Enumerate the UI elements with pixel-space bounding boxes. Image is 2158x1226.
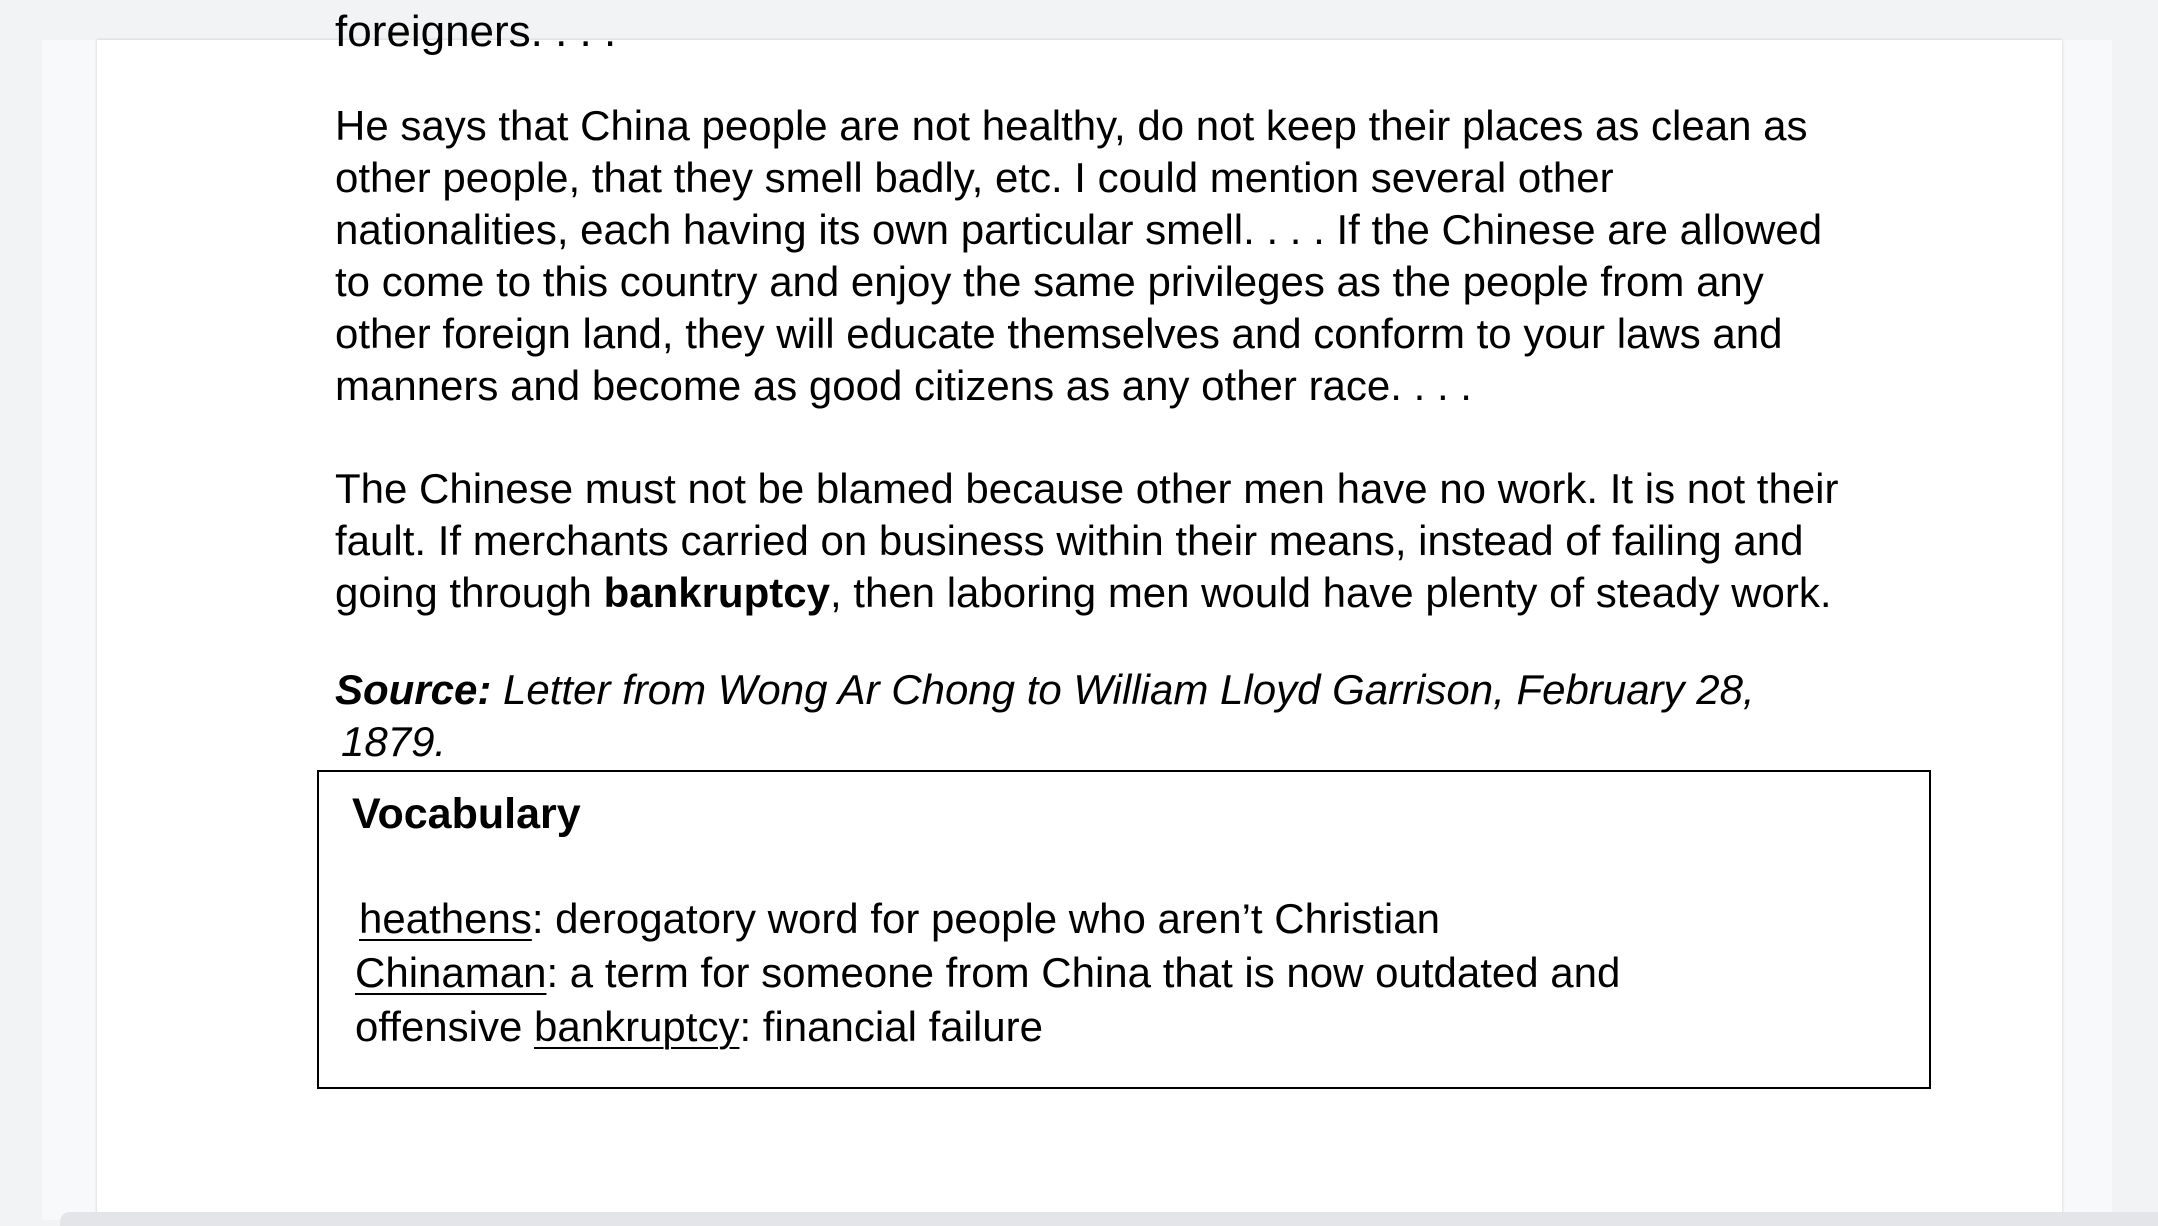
paragraph-1-line: He says that China people are not healthy, do not keep their places as clean as [335,102,1808,149]
vocabulary-term: Chinaman [355,949,547,996]
clipped-top-text: foreigners. . . . [335,7,617,56]
vocabulary-entry [355,892,1620,946]
horizontal-scrollbar[interactable] [60,1212,2158,1226]
paragraph-1-line: other people, that they smell badly, etc. I could mention several other [335,154,1614,201]
paragraph-1-line: other foreign land, they will educate themselves and conform to your laws and [335,310,1783,357]
vocabulary-box [317,770,1931,1089]
paragraph-1 [335,100,1822,412]
document-page[interactable] [97,7,2062,1220]
paragraph-2-line: fault. If merchants carried on business within their means, instead of failing and [335,517,1804,564]
paragraph-2-text: , then laboring men would have plenty of steady work. [829,569,1832,616]
source-text: Letter from Wong Ar Chong to William Lloyd Garrison, February 28, [491,666,1755,713]
bold-term-bankruptcy: bankruptcy [603,569,830,616]
paragraph-1-line: nationalities, each having its own particular smell. . . . If the Chinese are allowed [335,206,1823,253]
source-citation [335,664,1755,768]
vocabulary-entry [355,946,1620,1000]
vocabulary-term: heathens [359,895,532,942]
paragraph-2-text: going through [335,569,604,616]
vocabulary-prefix: offensive [355,1003,535,1050]
vocabulary-term: bankruptcy [534,1003,740,1050]
source-line: 1879. [341,718,447,765]
paragraph-1-line: manners and become as good citizens as any other race. . . . [335,362,1472,409]
vocabulary-list [355,892,1620,1054]
vocabulary-entry [355,1000,1620,1054]
paragraph-2-line: The Chinese must not be blamed because other men have no work. It is not their [335,465,1839,512]
vocabulary-title: Vocabulary [352,790,581,838]
vocabulary-definition: : financial failure [739,1003,1043,1050]
paragraph-1-line: to come to this country and enjoy the same privileges as the people from any [335,258,1764,305]
source-label: Source: [335,666,492,713]
vocabulary-definition: : a term for someone from China that is now outdated and [546,949,1621,996]
paragraph-2 [335,463,1839,619]
source-line [335,664,1755,716]
vocabulary-definition: : derogatory word for people who aren’t Christian [531,895,1440,942]
paragraph-2-line [335,567,1839,619]
